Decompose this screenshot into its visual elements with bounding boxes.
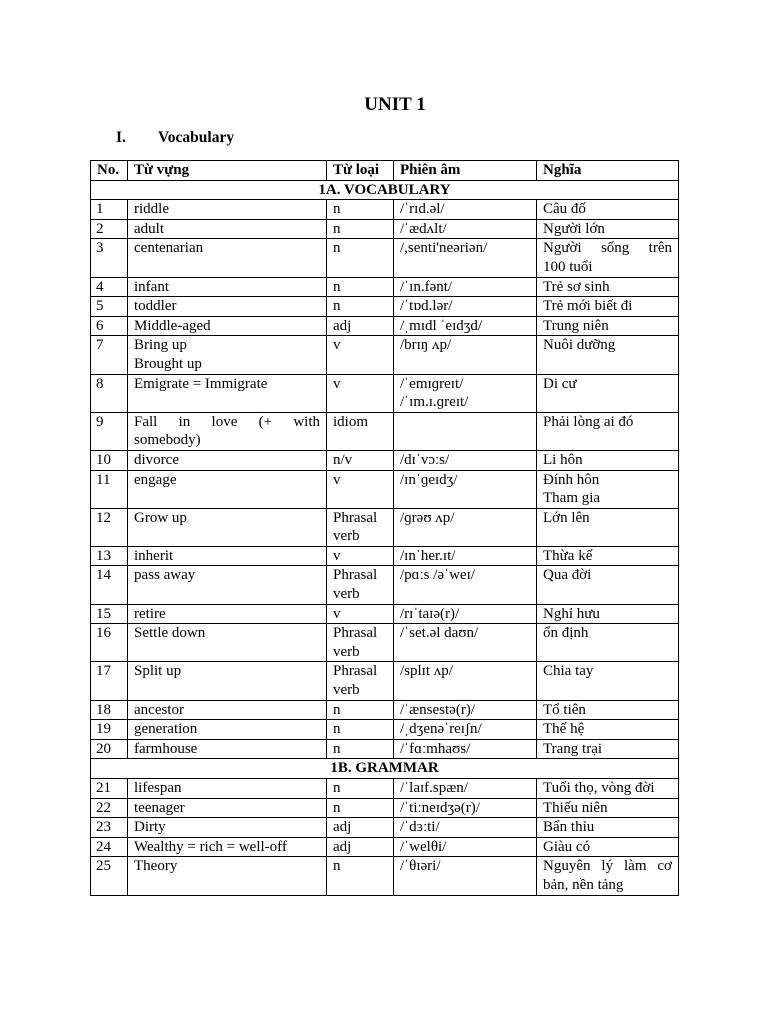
cell-word-line: Brought up [134, 355, 202, 372]
group-row [91, 180, 679, 200]
cell-meaning-line: Thiếu niên [543, 799, 608, 816]
cell-ipa-line: /ˈfɑːmhaʊs/ [400, 740, 471, 757]
cell-pos-line: n [333, 740, 341, 757]
cell-word-line: riddle [134, 201, 169, 218]
cell-meaning [537, 779, 679, 799]
cell-ipa [394, 277, 537, 297]
cell-word-line: Theory [134, 858, 178, 875]
cell-pos [327, 277, 394, 297]
cell-pos-line: n [333, 701, 341, 718]
cell-pos [327, 219, 394, 239]
cell-word [128, 316, 327, 336]
cell-ipa [394, 200, 537, 220]
cell-no: 9 [91, 412, 128, 450]
cell-word [128, 450, 327, 470]
cell-ipa [394, 470, 537, 508]
cell-pos-line: verb [333, 586, 360, 603]
table-header-row [91, 161, 679, 181]
cell-meaning-line: Di cư [543, 375, 577, 392]
cell-pos-line: v [333, 471, 341, 488]
cell-ipa [394, 546, 537, 566]
cell-no: 17 [91, 662, 128, 700]
cell-pos [327, 239, 394, 277]
cell-meaning [537, 624, 679, 662]
cell-meaning-line: bản, nền tảng [543, 876, 624, 893]
cell-ipa [394, 374, 537, 412]
cell-meaning [537, 700, 679, 720]
cell-ipa-line: /brɪŋ ʌp/ [400, 337, 452, 354]
cell-pos-line: v [333, 337, 341, 354]
cell-word [128, 200, 327, 220]
cell-pos [327, 336, 394, 374]
table-row [91, 374, 679, 412]
cell-meaning-line: Tham gia [543, 490, 601, 507]
cell-word [128, 662, 327, 700]
cell-word-line: lifespan [134, 780, 182, 796]
cell-pos-line: Phrasal [333, 509, 378, 526]
cell-pos-line: n [333, 240, 341, 257]
cell-no: 20 [91, 739, 128, 759]
cell-ipa [394, 219, 537, 239]
cell-ipa-line: /ɪnˈɡeɪdʒ/ [400, 471, 458, 488]
cell-meaning-line: Thế hệ [543, 721, 585, 738]
cell-word-line: Grow up [134, 509, 187, 526]
cell-meaning [537, 739, 679, 759]
table-row [91, 412, 679, 450]
cell-word [128, 604, 327, 624]
cell-word-line: Wealthy = rich = well-off [134, 838, 287, 855]
table-row [91, 566, 679, 604]
cell-ipa [394, 739, 537, 759]
cell-ipa [394, 239, 537, 277]
cell-no: 1 [91, 200, 128, 220]
table-row [91, 857, 679, 895]
cell-word [128, 837, 327, 857]
cell-no: 16 [91, 624, 128, 662]
cell-word [128, 470, 327, 508]
cell-pos [327, 604, 394, 624]
cell-meaning [537, 336, 679, 374]
cell-word-line: teenager [134, 799, 185, 816]
cell-pos-line: n [333, 858, 341, 875]
table-row [91, 297, 679, 317]
cell-pos [327, 566, 394, 604]
table-row [91, 277, 679, 297]
cell-ipa-line: /ˈtiːneɪdʒə(r)/ [400, 799, 480, 816]
cell-pos-line: n [333, 780, 341, 796]
cell-pos-line: adj [333, 838, 352, 855]
cell-word [128, 336, 327, 374]
cell-meaning [537, 798, 679, 818]
cell-word-line: Fall in love (+ with [134, 413, 320, 430]
table-row [91, 818, 679, 838]
cell-no: 6 [91, 316, 128, 336]
cell-pos-line: v [333, 605, 341, 622]
cell-pos-line: verb [333, 528, 360, 545]
cell-word [128, 546, 327, 566]
cell-pos-line: verb [333, 682, 360, 699]
table-row [91, 700, 679, 720]
vocabulary-table [90, 160, 679, 896]
cell-no: 24 [91, 837, 128, 857]
table-row [91, 624, 679, 662]
cell-pos-line: v [333, 375, 341, 392]
cell-meaning-line: Người sống trên [543, 240, 672, 257]
cell-ipa [394, 662, 537, 700]
cell-ipa-line: /ˌmɪdl ˈeɪdʒd/ [400, 317, 483, 334]
table-row [91, 798, 679, 818]
cell-meaning [537, 662, 679, 700]
cell-no: 7 [91, 336, 128, 374]
cell-ipa [394, 857, 537, 895]
cell-no: 14 [91, 566, 128, 604]
cell-meaning-line: Nghỉ hưu [543, 605, 600, 622]
cell-pos-line: n [333, 201, 341, 218]
cell-ipa [394, 818, 537, 838]
cell-word [128, 624, 327, 662]
cell-pos [327, 662, 394, 700]
table-row [91, 200, 679, 220]
cell-ipa [394, 798, 537, 818]
cell-ipa [394, 700, 537, 720]
cell-pos-line: Phrasal [333, 663, 378, 680]
header-pronunciation: Phiên âm [394, 161, 537, 181]
cell-meaning-line: Qua đời [543, 567, 592, 584]
cell-ipa-line: /ˈænsestə(r)/ [400, 701, 475, 718]
group-title: 1A. VOCABULARY [91, 180, 679, 200]
cell-ipa [394, 604, 537, 624]
cell-pos [327, 624, 394, 662]
cell-word-line: engage [134, 471, 177, 488]
cell-meaning [537, 857, 679, 895]
cell-meaning-line: ổn định [543, 625, 589, 642]
table-row [91, 604, 679, 624]
cell-pos-line: idiom [333, 413, 369, 430]
cell-pos [327, 508, 394, 546]
cell-meaning-line: Đính hôn [543, 471, 600, 488]
cell-meaning [537, 219, 679, 239]
table-row [91, 739, 679, 759]
table-row [91, 779, 679, 799]
cell-word-line: somebody) [134, 432, 201, 449]
cell-meaning-line: Thừa kế [543, 547, 593, 564]
cell-meaning-line: Lớn lên [543, 509, 590, 526]
cell-pos-line: n [333, 278, 341, 295]
table-row [91, 662, 679, 700]
cell-pos-line: Phrasal [333, 567, 378, 584]
cell-no: 5 [91, 297, 128, 317]
table-row [91, 720, 679, 740]
cell-ipa-line: /ˈlaɪf.spæn/ [400, 780, 468, 796]
cell-word-line: farmhouse [134, 740, 198, 757]
cell-word-line: Dirty [134, 819, 166, 836]
cell-meaning-line: Nuôi dưỡng [543, 337, 616, 354]
cell-word-line: Middle-aged [134, 317, 211, 334]
cell-word [128, 219, 327, 239]
cell-meaning-line: Phải lòng ai đó [543, 413, 634, 430]
cell-meaning-line: Bẩn thỉu [543, 819, 595, 836]
cell-word-line: toddler [134, 298, 177, 315]
cell-ipa-line: /pɑːs /əˈweɪ/ [400, 567, 475, 584]
cell-word-line: pass away [134, 567, 196, 584]
page-title: UNIT 1 [364, 94, 426, 115]
cell-word-line: centenarian [134, 240, 204, 257]
cell-meaning-line: Trang trại [543, 740, 603, 757]
cell-meaning [537, 566, 679, 604]
cell-meaning-line: Nguyên lý làm cơ [543, 858, 672, 875]
cell-no: 23 [91, 818, 128, 838]
cell-no: 13 [91, 546, 128, 566]
cell-ipa-line: /ɪnˈher.ɪt/ [400, 547, 456, 564]
cell-word-line: retire [134, 605, 166, 622]
table-row [91, 470, 679, 508]
cell-ipa-line: /ˈædʌlt/ [400, 220, 447, 237]
cell-meaning-line: Trẻ mới biết đi [543, 298, 633, 315]
cell-ipa [394, 297, 537, 317]
cell-ipa-line: /ˈdɜːti/ [400, 819, 440, 836]
table-row [91, 239, 679, 277]
cell-word [128, 277, 327, 297]
cell-ipa-line: /ˈɪn.fənt/ [400, 278, 453, 295]
cell-pos [327, 818, 394, 838]
header-meaning: Nghĩa [537, 161, 679, 181]
cell-word [128, 508, 327, 546]
cell-meaning-line: Tổ tiên [543, 701, 586, 718]
cell-pos [327, 412, 394, 450]
section-label: Vocabulary [158, 129, 235, 146]
cell-meaning-line: Giàu có [543, 838, 591, 855]
cell-word-line: adult [134, 220, 164, 237]
cell-ipa-line: /ˈɪm.ɪ.ɡreɪt/ [400, 394, 469, 411]
cell-word [128, 818, 327, 838]
cell-meaning [537, 450, 679, 470]
cell-no: 12 [91, 508, 128, 546]
cell-meaning-line: Tuổi thọ, vòng đời [543, 780, 655, 796]
cell-ipa [394, 720, 537, 740]
cell-pos-line: adj [333, 317, 352, 334]
cell-word [128, 297, 327, 317]
cell-ipa [394, 779, 537, 799]
cell-pos-line: n [333, 721, 341, 738]
cell-meaning [537, 239, 679, 277]
cell-meaning [537, 374, 679, 412]
cell-pos [327, 546, 394, 566]
cell-pos [327, 837, 394, 857]
cell-ipa [394, 624, 537, 662]
section-heading [116, 129, 234, 147]
header-word: Từ vựng [128, 161, 327, 181]
cell-pos-line: v [333, 547, 341, 564]
cell-pos-line: n [333, 799, 341, 816]
cell-pos [327, 297, 394, 317]
section-number: I. [116, 129, 126, 146]
cell-meaning-line: Người lớn [543, 220, 605, 237]
cell-ipa-line [400, 413, 530, 432]
cell-pos [327, 374, 394, 412]
cell-meaning-line: Câu đố [543, 201, 586, 218]
cell-word-line: Bring up [134, 337, 187, 354]
cell-pos [327, 316, 394, 336]
table-body [91, 180, 679, 895]
cell-pos-line: verb [333, 643, 360, 660]
cell-ipa [394, 566, 537, 604]
cell-no: 10 [91, 450, 128, 470]
cell-word [128, 857, 327, 895]
cell-meaning [537, 200, 679, 220]
cell-meaning [537, 720, 679, 740]
cell-ipa-line: /ˈθɪəri/ [400, 858, 441, 875]
cell-pos [327, 720, 394, 740]
cell-no: 3 [91, 239, 128, 277]
header-part-of-speech: Từ loại [327, 161, 394, 181]
cell-pos-line: adj [333, 819, 352, 836]
cell-pos-line: Phrasal [333, 625, 378, 642]
cell-ipa-line: /splɪt ʌp/ [400, 663, 453, 680]
cell-ipa [394, 450, 537, 470]
cell-meaning-line: Trung niên [543, 317, 609, 334]
cell-pos [327, 857, 394, 895]
table-row [91, 316, 679, 336]
cell-meaning [537, 470, 679, 508]
cell-ipa-line: /rɪˈtaɪə(r)/ [400, 605, 460, 622]
cell-ipa [394, 508, 537, 546]
cell-meaning-line: Chia tay [543, 663, 594, 680]
cell-meaning-line: Trẻ sơ sinh [543, 278, 610, 295]
cell-pos [327, 450, 394, 470]
cell-no: 4 [91, 277, 128, 297]
cell-pos [327, 739, 394, 759]
cell-meaning [537, 412, 679, 450]
table-row [91, 546, 679, 566]
cell-ipa-line: /ˈtɒd.lər/ [400, 298, 453, 315]
cell-pos [327, 700, 394, 720]
cell-no: 2 [91, 219, 128, 239]
table-row [91, 837, 679, 857]
header-no: No. [91, 161, 128, 181]
cell-ipa-line: /ˈemɪɡreɪt/ [400, 375, 464, 392]
cell-ipa-line: /ɡrəʊ ʌp/ [400, 509, 455, 526]
cell-ipa [394, 837, 537, 857]
cell-word-line: generation [134, 721, 198, 738]
cell-pos-line: n/v [333, 451, 353, 468]
table-row [91, 219, 679, 239]
cell-ipa-line: /ˈrɪd.əl/ [400, 201, 445, 218]
cell-ipa-line: /ˈset.əl daʊn/ [400, 625, 479, 642]
cell-word [128, 720, 327, 740]
cell-word [128, 700, 327, 720]
table-row [91, 508, 679, 546]
cell-pos [327, 779, 394, 799]
table-row [91, 450, 679, 470]
cell-pos [327, 470, 394, 508]
cell-word [128, 412, 327, 450]
cell-word-line: Settle down [134, 625, 206, 642]
cell-no: 15 [91, 604, 128, 624]
cell-meaning [537, 818, 679, 838]
cell-word-line: Emigrate = Immigrate [134, 375, 268, 392]
cell-ipa [394, 316, 537, 336]
cell-meaning [537, 604, 679, 624]
cell-meaning-line: 100 tuổi [543, 258, 593, 275]
cell-word [128, 566, 327, 604]
cell-no: 18 [91, 700, 128, 720]
cell-word-line: divorce [134, 451, 179, 468]
cell-ipa-line: /,senti'neəriən/ [400, 240, 488, 257]
cell-word [128, 798, 327, 818]
cell-meaning [537, 297, 679, 317]
cell-no: 19 [91, 720, 128, 740]
cell-ipa [394, 336, 537, 374]
group-row [91, 759, 679, 779]
cell-word [128, 239, 327, 277]
cell-ipa-line: /ˈwelθi/ [400, 838, 447, 855]
cell-no: 21 [91, 779, 128, 799]
cell-pos-line: n [333, 298, 341, 315]
cell-word [128, 374, 327, 412]
cell-pos-line: n [333, 220, 341, 237]
cell-meaning [537, 508, 679, 546]
cell-meaning [537, 277, 679, 297]
cell-word [128, 739, 327, 759]
cell-word-line: inherit [134, 547, 174, 564]
table-row [91, 336, 679, 374]
cell-no: 8 [91, 374, 128, 412]
cell-pos [327, 200, 394, 220]
cell-pos [327, 798, 394, 818]
cell-no: 25 [91, 857, 128, 895]
cell-word [128, 779, 327, 799]
group-title: 1B. GRAMMAR [91, 759, 679, 779]
cell-no: 11 [91, 470, 128, 508]
cell-meaning [537, 546, 679, 566]
cell-word-line: Split up [134, 663, 182, 680]
cell-ipa-line: /ˌdʒenəˈreɪʃn/ [400, 721, 482, 738]
cell-meaning [537, 837, 679, 857]
cell-word-line: infant [134, 278, 169, 295]
cell-no: 22 [91, 798, 128, 818]
cell-ipa-line: /dɪˈvɔːs/ [400, 451, 450, 468]
cell-ipa [394, 412, 537, 450]
cell-meaning-line: Li hôn [543, 451, 583, 468]
cell-meaning [537, 316, 679, 336]
cell-word-line: ancestor [134, 701, 184, 718]
